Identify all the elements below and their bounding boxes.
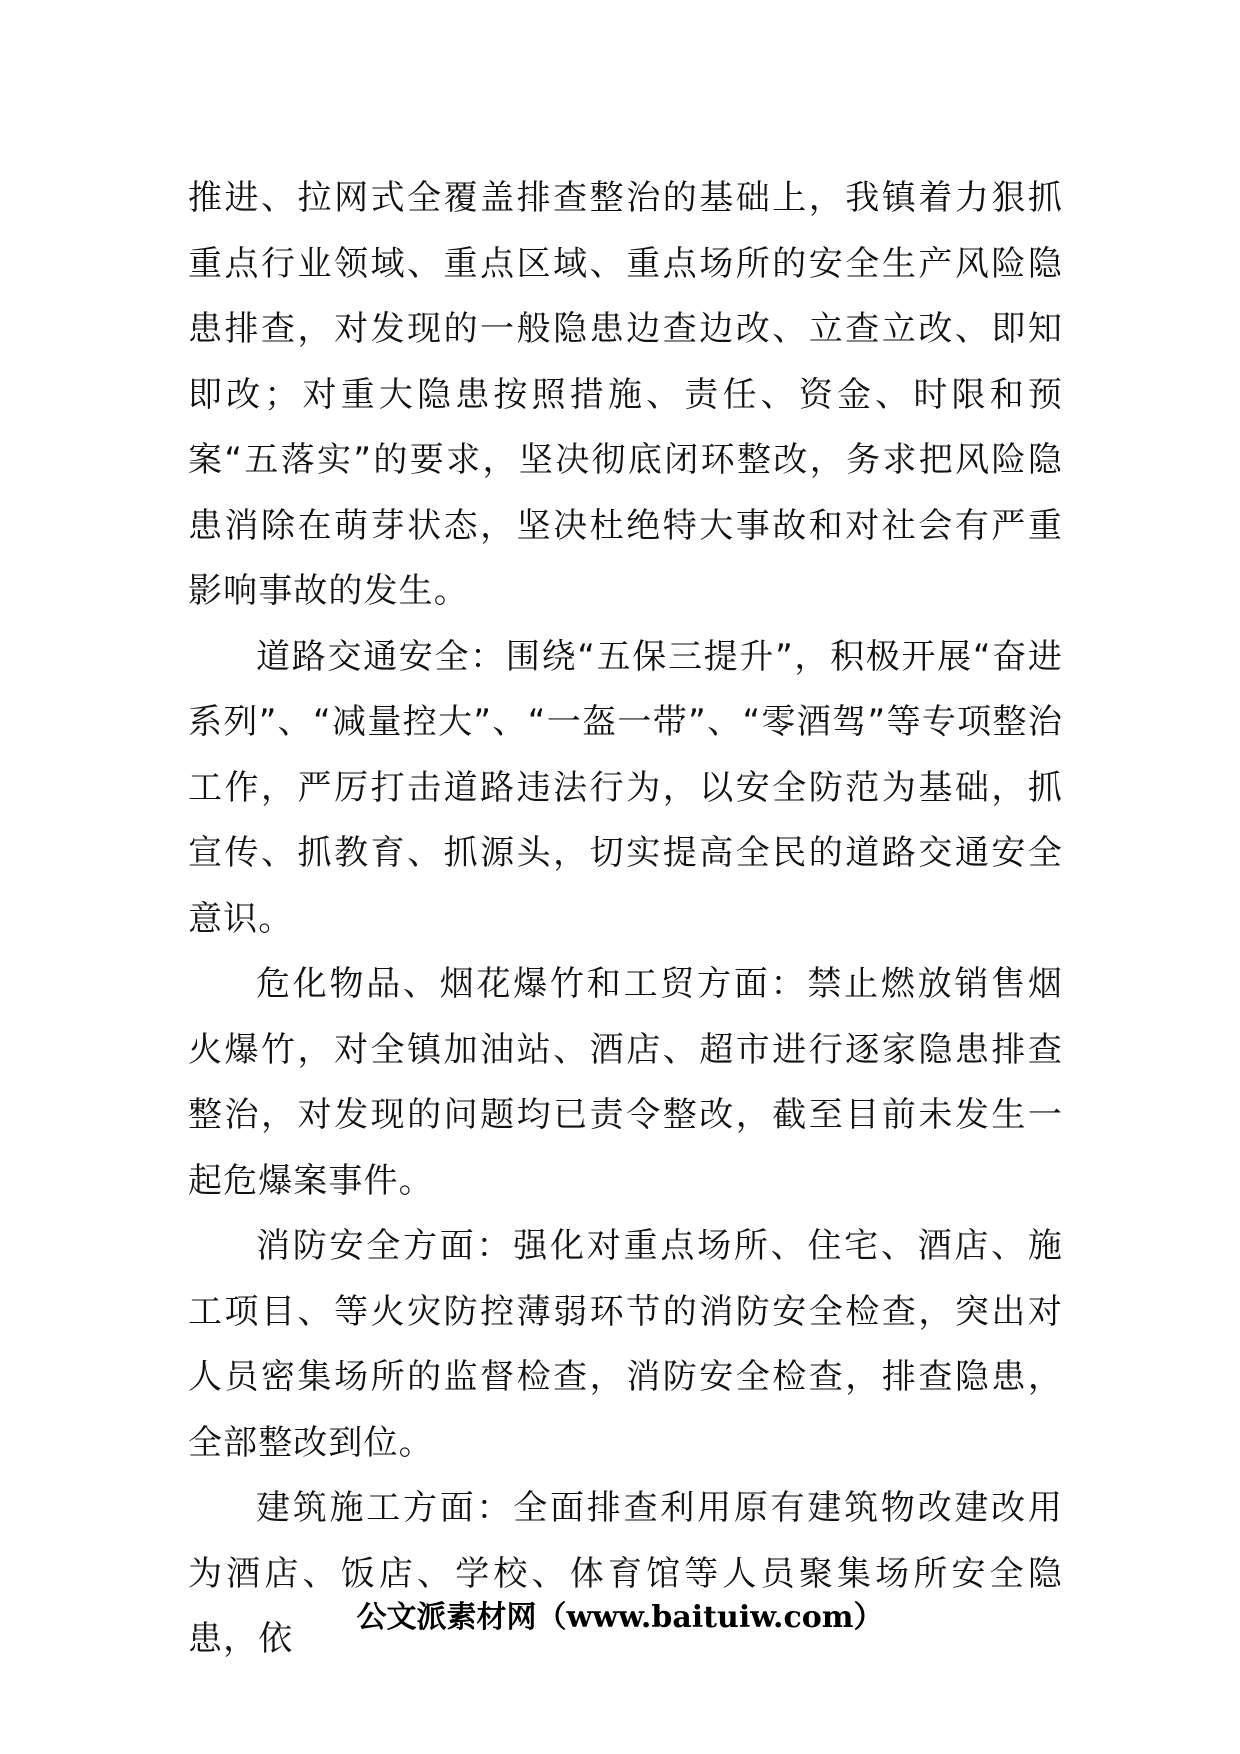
paragraph-construction: 建筑施工方面：全面排查利用原有建筑物改建改用为酒店、饭店、学校、体育馆等人员聚集场所安全隐患，依 (188, 1488, 1063, 1659)
paragraph-hazardous-materials: 危化物品、烟花爆竹和工贸方面：禁止燃放销售烟火爆竹，对全镇加油站、酒店、超市进行逐家隐患排查整治，对发现的问题均已责令整改，截至目前未发生一起危爆案事件。 (188, 964, 1063, 1201)
page-footer-watermark: 公文派素材网（www.baituiw.com） (356, 1600, 884, 1635)
paragraph-continuation: 推进、拉网式全覆盖排查整治的基础上，我镇着力狠抓重点行业领域、重点区域、重点场所的安全生产风险隐患排查，对发现的一般隐患边查边改、立查立改、即知即改；对重大隐患按照措施、责任、资金、时限和预案“五落实”的要求，坚决彻底闭环整改，务求把风险隐患消除在萌芽状态，坚决杜绝特大事故和对社会有严重影响事故的发生。 (188, 178, 1063, 611)
paragraph-road-traffic-safety: 道路交通安全：围绕“五保三提升”，积极开展“奋进系列”、“减量控大”、“一盔一带”、“零酒驾”等专项整治工作，严厉打击道路违法行为，以安全防范为基础，抓宣传、抓教育、抓源头，切实提高全民的道路交通安全意识。 (188, 636, 1063, 939)
paragraph-fire-safety: 消防安全方面：强化对重点场所、住宅、酒店、施工项目、等火灾防控薄弱环节的消防安全检查，突出对人员密集场所的监督检查，消防安全检查，排查隐患，全部整改到位。 (188, 1226, 1063, 1463)
document-body (188, 166, 1063, 1673)
